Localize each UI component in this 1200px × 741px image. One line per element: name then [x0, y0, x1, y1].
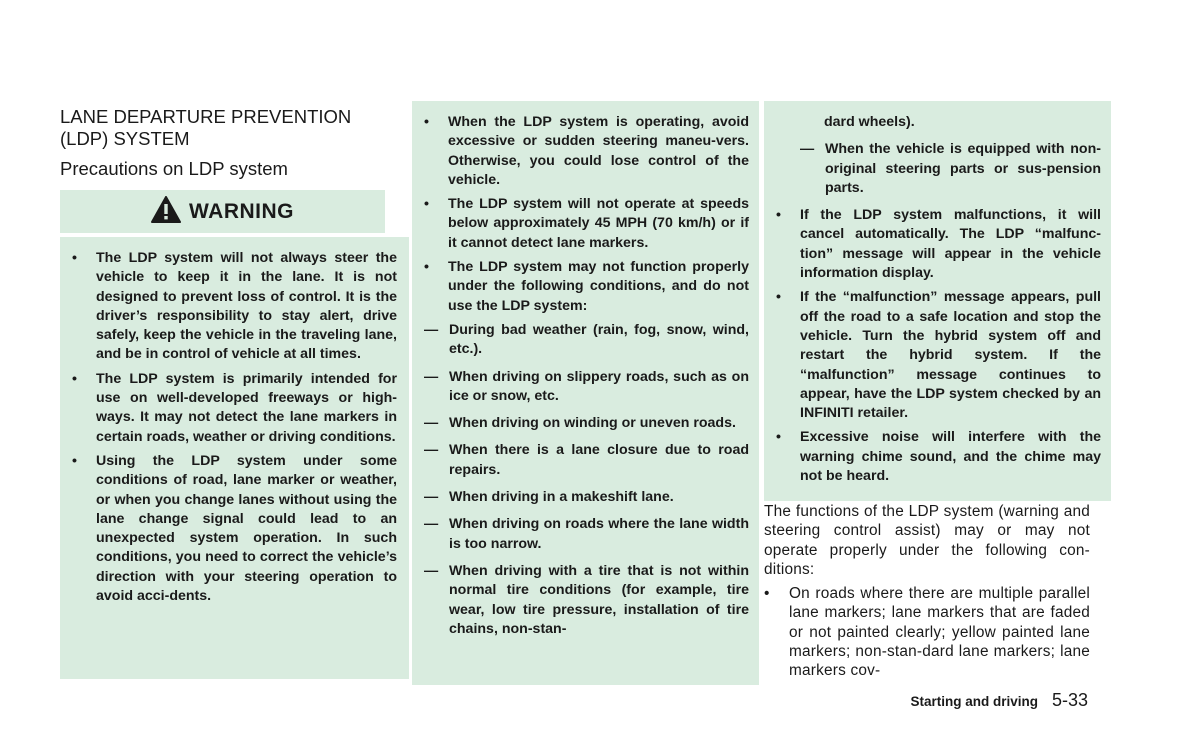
bullet-icon: •: [72, 452, 77, 469]
condition-text: During bad weather (rain, fog, snow, wind, etc.).: [449, 321, 749, 358]
warning-item: [72, 249, 397, 365]
warning-body: [60, 237, 409, 679]
warning-item: [776, 288, 1101, 423]
condition-item: [424, 488, 749, 507]
bullet-icon: •: [424, 259, 429, 276]
warning-triangle-icon: [151, 196, 181, 228]
warning-item: [424, 113, 749, 190]
condition-text: When there is a lane closure due to road repairs.: [449, 442, 749, 478]
warning-item: [424, 258, 749, 316]
condition-text: When driving in a makeshift lane.: [449, 489, 674, 506]
section-title: LANE DEPARTURE PREVENTION (LDP) SYSTEM: [60, 106, 352, 149]
warning-item-text: When the LDP system is operating, avoid excessive or sudden steering maneu-vers. Otherwise, you could lose control of the vehicle.: [448, 114, 749, 188]
bullet-icon: •: [776, 429, 781, 446]
warning-item-text: The LDP system will not operate at speeds below approximately 45 MPH (70 km/h) or if it cannot detect lane markers.: [448, 196, 749, 251]
list-item: [764, 584, 1090, 680]
warning-item-text: If the LDP system malfunctions, it will cancel automatically. The LDP “malfunc-tion” message will appear in the vehicle information display.: [800, 207, 1101, 282]
dash-icon: —: [424, 415, 439, 432]
warning-item-text: The LDP system will not always steer the vehicle to keep it in the lane. It is not designed to prevent loss of control. It is the driver’s responsibility to stay alert, drive safely, keep the vehicle in the traveling lane, and be in control of vehicle at all times.: [96, 250, 397, 363]
warning-item-text: The LDP system may not function properly under the following conditions, and do not use the LDP system:: [448, 259, 749, 314]
condition-text: When the vehicle is equipped with non-original steering parts or sus-pension parts.: [825, 141, 1101, 196]
condition-item: [424, 515, 749, 554]
dash-icon: —: [424, 368, 439, 385]
warning-item: [72, 370, 397, 447]
warning-header: [60, 190, 385, 233]
bullet-icon: •: [764, 585, 770, 603]
body-paragraph: The functions of the LDP system (warning and steering control assist) may or may not operate properly under the following con-ditions:: [764, 503, 1090, 578]
warning-item: [72, 452, 397, 606]
page-number: 5-33: [1051, 690, 1088, 710]
dash-icon: —: [424, 442, 439, 459]
footer-section-name: Starting and driving: [910, 694, 1038, 709]
condition-item: [800, 140, 1101, 198]
warning-item: [776, 206, 1101, 283]
condition-item: [424, 321, 749, 360]
warning-label: WARNING: [189, 199, 294, 223]
condition-text: When driving with a tire that is not within normal tire conditions (for example, tire wear, low tire pressure, installation of tire chains, non-stan-: [449, 562, 749, 637]
page-footer: [910, 690, 1088, 711]
bullet-icon: •: [72, 250, 77, 266]
bullet-icon: •: [72, 370, 77, 387]
subsection-title: Precautions on LDP system: [60, 158, 288, 179]
bullet-icon: •: [776, 207, 781, 224]
condition-text: When driving on slippery roads, such as on ice or snow, etc.: [449, 368, 749, 404]
dash-icon: —: [424, 489, 439, 506]
body-text: [764, 502, 1090, 686]
condition-text: When driving on roads where the lane width is too narrow.: [449, 516, 749, 552]
warning-item: [424, 195, 749, 253]
warning-item-text: Using the LDP system under some conditions of road, lane marker or weather, or when you change lanes without using the lane change signal could lead to an unexpected system operation. In such conditions, you need to correct the vehicle’s direction with your steering operation to avoid acci-dents.: [96, 452, 397, 605]
warning-continuation-middle: [412, 101, 759, 685]
warning-item-text: The LDP system is primarily intended for use on well-developed freeways or high-ways. It may not detect the lane markers in certain roads, weather or driving conditions.: [96, 370, 397, 445]
warning-item-text: If the “malfunction” message appears, pull off the road to a safe location and stop the vehicle. Turn the hybrid system off and restart the hybrid system. If the “malfunction” message continues to appear, have the LDP system checked by an INFINITI retailer.: [800, 289, 1101, 422]
dash-icon: —: [424, 321, 439, 338]
condition-continuation: dard wheels).: [824, 114, 915, 130]
condition-item: [424, 441, 749, 480]
bullet-icon: •: [776, 289, 781, 306]
warning-item: [776, 428, 1101, 486]
condition-item: [424, 414, 749, 433]
bullet-icon: •: [424, 114, 429, 130]
warning-continuation-right: [764, 101, 1111, 501]
condition-item: [424, 368, 749, 407]
dash-icon: —: [800, 141, 815, 158]
dash-icon: —: [424, 516, 439, 533]
bullet-icon: •: [424, 196, 429, 213]
dash-icon: —: [424, 562, 439, 579]
condition-text: When driving on winding or uneven roads.: [449, 415, 736, 432]
list-item-text: On roads where there are multiple parallel lane markers; lane markers that are faded or not painted clearly; yellow painted lane markers; non-stan-dard lane markers; lane markers cov-: [789, 585, 1090, 680]
condition-item: [424, 562, 749, 639]
warning-item-text: Excessive noise will interfere with the warning chime sound, and the chime may not be heard.: [800, 429, 1101, 485]
